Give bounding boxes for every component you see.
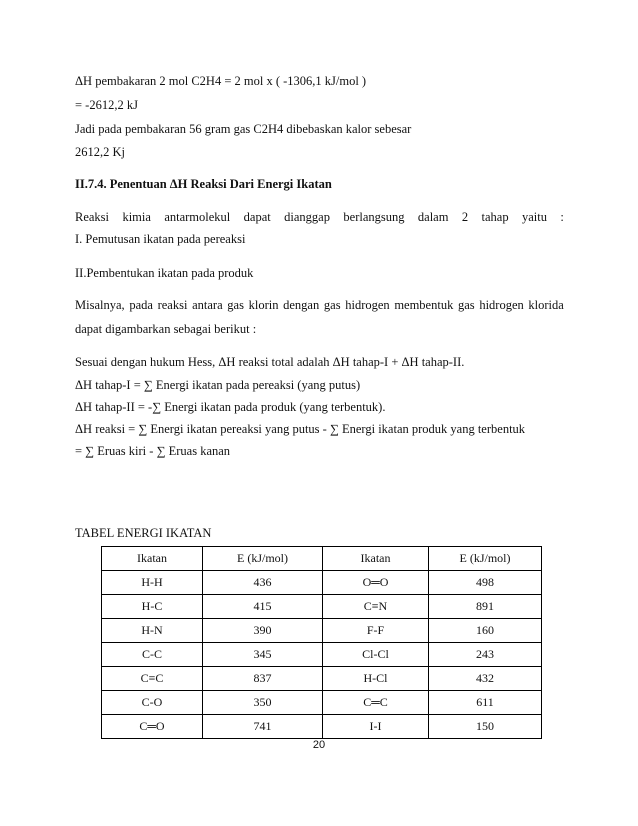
table-cell: C═O <box>102 715 203 739</box>
table-cell: 160 <box>429 619 542 643</box>
hess-stage-one: ΔH tahap-I = ∑ Energi ikatan pada pereaksi (yang putus) <box>75 378 361 392</box>
table-header-row <box>102 547 542 571</box>
word: 2 <box>461 210 469 224</box>
word: Reaksi <box>75 210 110 224</box>
table-cell: 415 <box>203 595 323 619</box>
text-line-result: = -2612,2 kJ <box>75 98 138 112</box>
table-cell: 350 <box>203 691 323 715</box>
hess-law-line: Sesuai dengan hukum Hess, ΔH reaksi total adalah ΔH tahap-I + ΔH tahap-II. <box>75 355 465 369</box>
table-cell: H-C <box>102 595 203 619</box>
hess-summary: = ∑ Eruas kiri - ∑ Eruas kanan <box>75 444 231 458</box>
table-cell: 243 <box>429 643 542 667</box>
table-title: TABEL ENERGI IKATAN <box>75 526 212 540</box>
table-cell: 611 <box>429 691 542 715</box>
table-row <box>102 691 542 715</box>
text-line-heat-value: 2612,2 Kj <box>75 145 125 159</box>
table-cell: C═C <box>323 691 429 715</box>
step-two: II.Pembentukan ikatan pada produk <box>75 266 254 280</box>
table-row <box>102 619 542 643</box>
table-cell: C-C <box>102 643 203 667</box>
bond-energy-table <box>101 546 542 739</box>
hess-stage-two: ΔH tahap-II = -∑ Energi ikatan pada produk (yang terbentuk). <box>75 400 386 414</box>
table-cell: O═O <box>323 571 429 595</box>
table-cell: 891 <box>429 595 542 619</box>
column-header-bond: Ikatan <box>102 547 203 571</box>
word: yaitu <box>522 210 547 224</box>
word: gas <box>457 298 475 312</box>
word: tahap <box>481 210 509 224</box>
table-row <box>102 643 542 667</box>
word: antara <box>192 298 223 312</box>
column-header-energy: E (kJ/mol) <box>429 547 542 571</box>
table-cell: C≡N <box>323 595 429 619</box>
table-cell: 345 <box>203 643 323 667</box>
word: klorida <box>528 298 564 312</box>
table-cell: H-H <box>102 571 203 595</box>
table-cell: H-N <box>102 619 203 643</box>
table-cell: 741 <box>203 715 323 739</box>
word: hidrogen <box>345 298 390 312</box>
word: gas <box>323 298 341 312</box>
hess-reaction-formula: ΔH reaksi = ∑ Energi ikatan pereaksi yang putus - ∑ Energi ikatan produk yang terbentuk <box>75 422 526 436</box>
table-row <box>102 667 542 691</box>
column-header-energy: E (kJ/mol) <box>203 547 323 571</box>
paragraph-example <box>75 297 564 313</box>
word: pada <box>129 298 153 312</box>
table-cell: F-F <box>323 619 429 643</box>
table-row <box>102 595 542 619</box>
word: berlangsung <box>343 210 405 224</box>
table-cell: 436 <box>203 571 323 595</box>
table-cell: I-I <box>323 715 429 739</box>
word: membentuk <box>394 298 454 312</box>
table-cell: C-O <box>102 691 203 715</box>
table-cell: C≡C <box>102 667 203 691</box>
step-one: I. Pemutusan ikatan pada pereaksi <box>75 232 246 246</box>
word: dapat <box>243 210 271 224</box>
word: dengan <box>283 298 320 312</box>
table-cell: Cl-Cl <box>323 643 429 667</box>
word: dalam <box>417 210 449 224</box>
table-cell: 150 <box>429 715 542 739</box>
text-line-conclusion: Jadi pada pembakaran 56 gram gas C2H4 dibebaskan kalor sebesar <box>75 122 412 136</box>
word: gas <box>227 298 244 312</box>
table-cell: 837 <box>203 667 323 691</box>
word: hidrogen <box>479 298 524 312</box>
word: antarmolekul <box>164 210 231 224</box>
column-header-bond: Ikatan <box>323 547 429 571</box>
paragraph-example-line2: dapat digambarkan sebagai berikut : <box>75 322 257 336</box>
word: klorin <box>248 298 279 312</box>
table-cell: 390 <box>203 619 323 643</box>
paragraph-reaction-stages <box>75 209 564 225</box>
page-number: 20 <box>312 739 326 751</box>
table-cell: H-Cl <box>323 667 429 691</box>
word: Misalnya, <box>75 298 125 312</box>
section-heading: II.7.4. Penentuan ΔH Reaksi Dari Energi Ikatan <box>75 177 332 191</box>
table-row <box>102 571 542 595</box>
text-line-enthalpy-combustion: ΔH pembakaran 2 mol C2H4 = 2 mol x ( -1306,1 kJ/mol ) <box>75 74 367 88</box>
word: dianggap <box>284 210 330 224</box>
word: reaksi <box>157 298 188 312</box>
word: kimia <box>122 210 151 224</box>
table-cell: 432 <box>429 667 542 691</box>
word: : <box>560 210 564 224</box>
table-row <box>102 715 542 739</box>
table-cell: 498 <box>429 571 542 595</box>
